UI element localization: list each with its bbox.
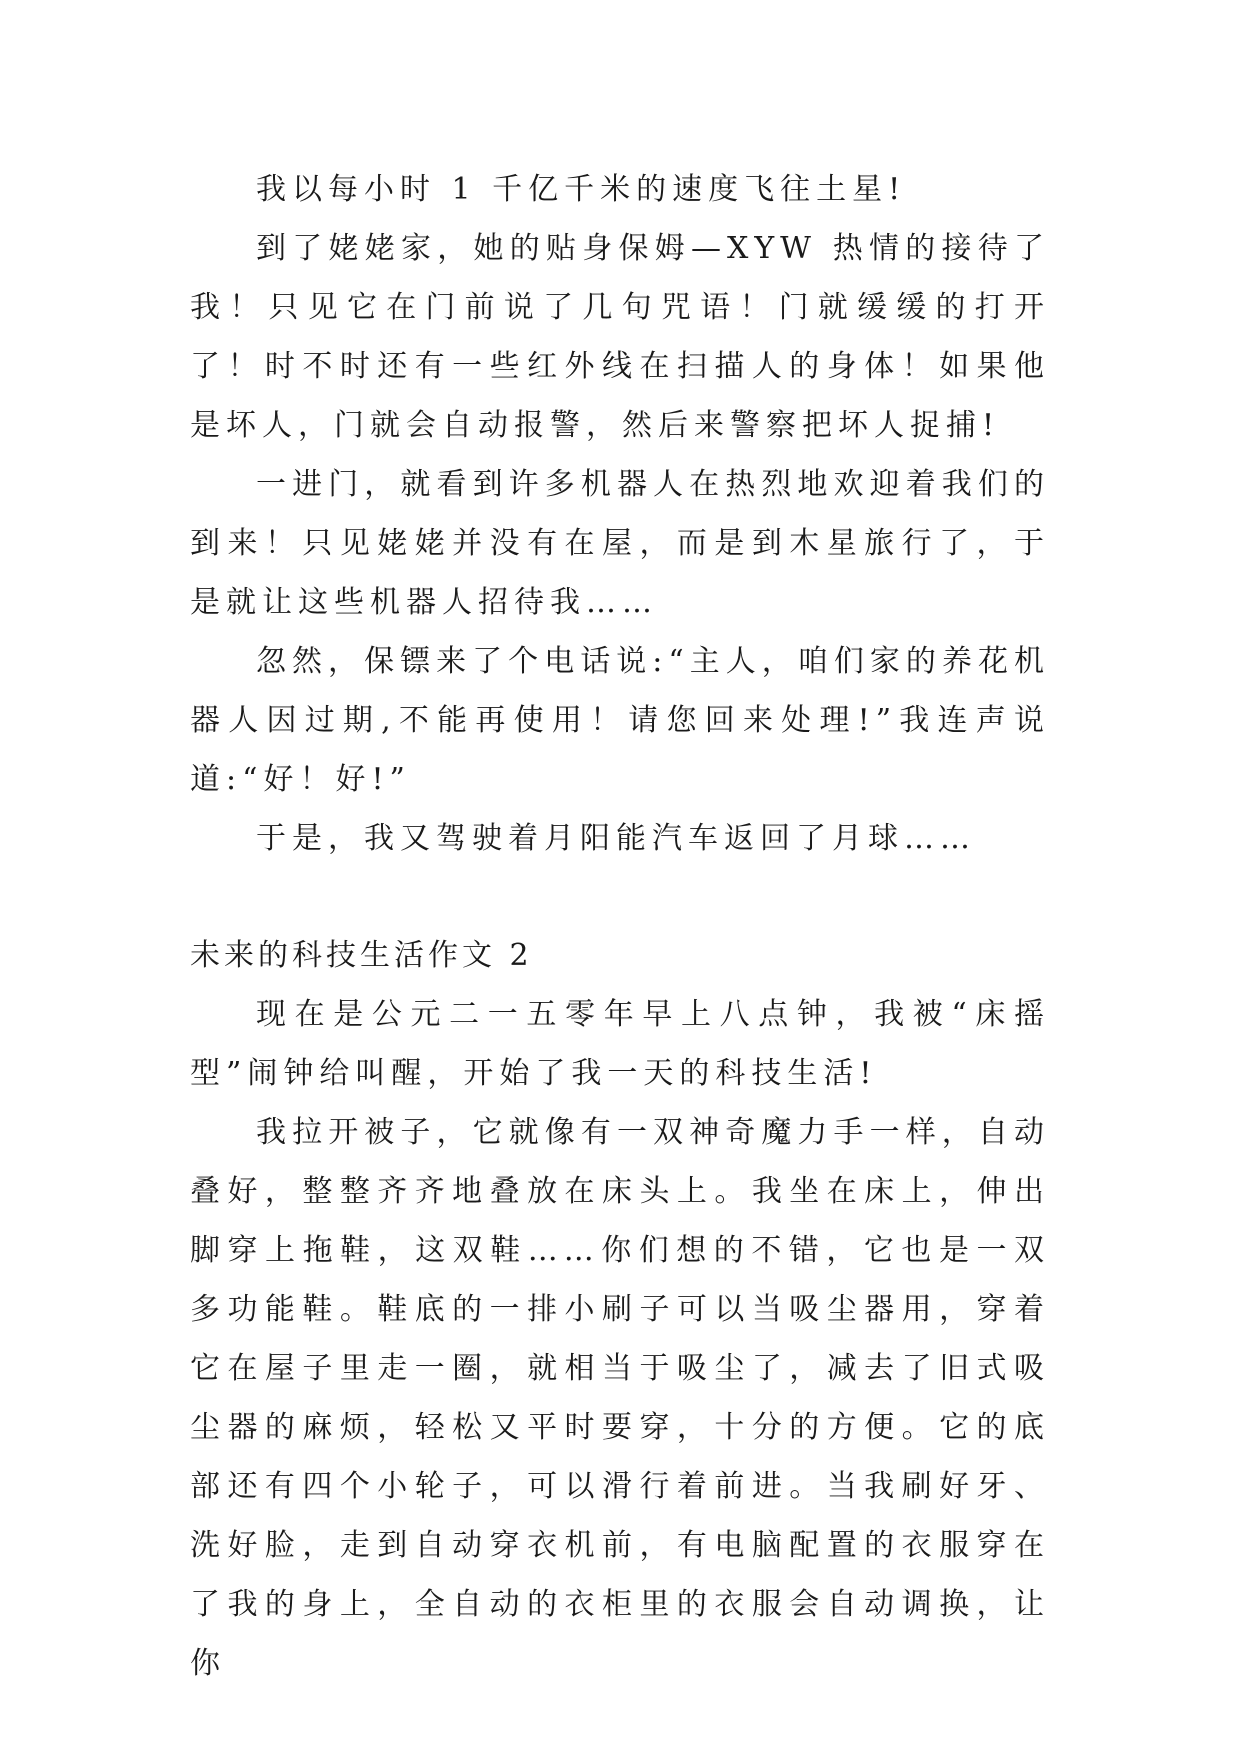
document-body	[190, 160, 1050, 1693]
paragraph: 于是，我又驾驶着月阳能汽车返回了月球……	[256, 821, 976, 856]
paragraph: 我以每小时 1 千亿千米的速度飞往土星!	[256, 172, 907, 207]
section-title: 未来的科技生活作文 2	[190, 938, 533, 973]
paragraph: 忽然，保镖来了个电话说:“主人，咱们家的养花机器人因过期,不能再使用！请您回来处理!”我连声说道:“好！好!”	[190, 644, 1050, 797]
paragraph: 到了姥姥家，她的贴身保姆—XYW 热情的接待了我！只见它在门前说了几句咒语！门就缓缓的打开了！时不时还有一些红外线在扫描人的身体！如果他是坏人，门就会自动报警，然后来警察把坏人捉捕!	[190, 231, 1050, 443]
section-spacer	[190, 868, 1050, 926]
paragraph: 现在是公元二一五零年早上八点钟，我被“床摇型”闹钟给叫醒，开始了我一天的科技生活!	[190, 997, 1050, 1091]
paragraph: 一进门，就看到许多机器人在热烈地欢迎着我们的到来！只见姥姥并没有在屋，而是到木星旅行了，于是就让这些机器人招待我……	[190, 467, 1050, 620]
paragraph: 我拉开被子，它就像有一双神奇魔力手一样，自动叠好，整整齐齐地叠放在床头上。我坐在床上，伸出脚穿上拖鞋，这双鞋……你们想的不错，它也是一双多功能鞋。鞋底的一排小刷子可以当吸尘器用，穿着它在屋子里走一圈，就相当于吸尘了，减去了旧式吸尘器的麻烦，轻松又平时要穿，十分的方便。它的底部还有四个小轮子，可以滑行着前进。当我刷好牙、洗好脸，走到自动穿衣机前，有电脑配置的衣服穿在了我的身上，全自动的衣柜里的衣服会自动调换，让你	[190, 1115, 1050, 1681]
